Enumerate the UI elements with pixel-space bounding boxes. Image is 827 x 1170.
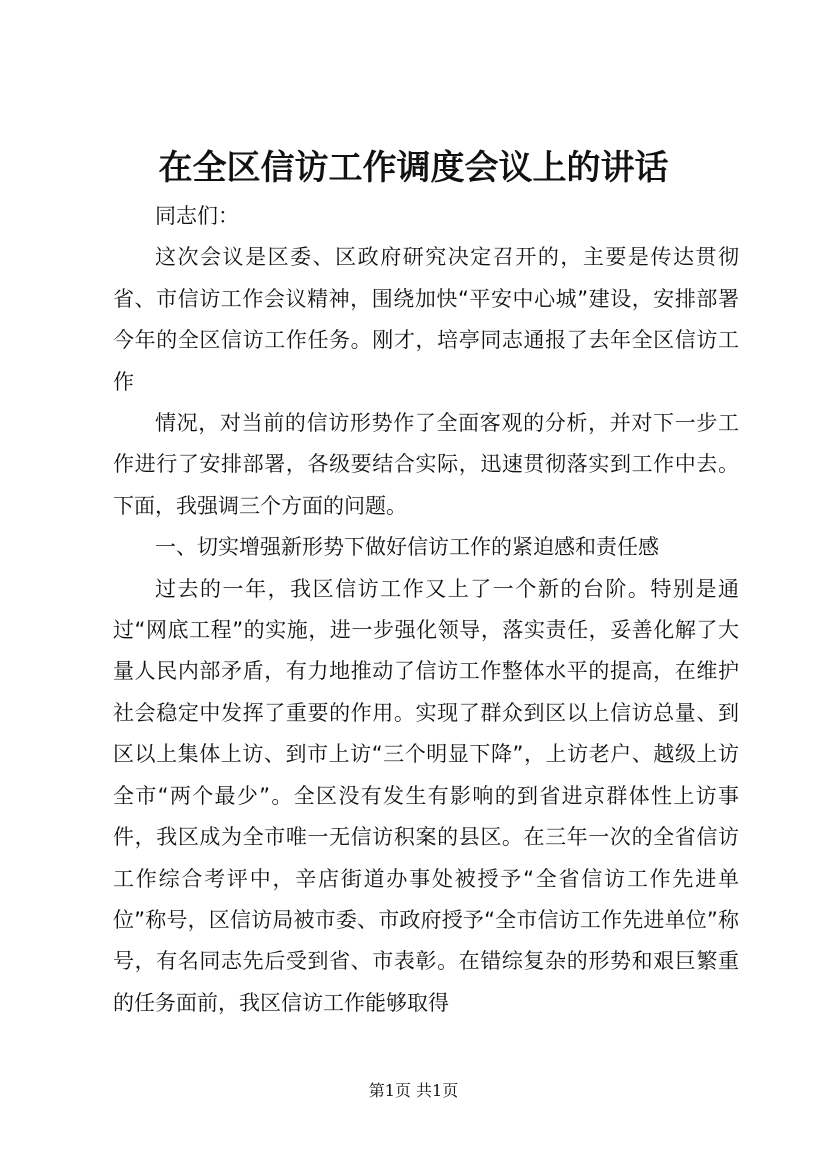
page-footer: 第1页 共1页	[368, 1081, 459, 1100]
section-heading: 一、切实增强新形势下做好信访工作的紧迫感和责任感	[155, 535, 659, 560]
document-body	[113, 196, 739, 1024]
body-paragraph: 这次会议是区委、区政府研究决定召开的，主要是传达贯彻省、市信访工作会议精神，围绕加快“平安中心城”建设，安排部署今年的全区信访工作任务。刚才，培亭同志通报了去年全区信访工作	[113, 245, 739, 394]
body-paragraph: 情况，对当前的信访形势作了全面客观的分析，并对下一步工作进行了安排部署，各级要结合实际，迅速贯彻落实到工作中去。下面，我强调三个方面的问题。	[113, 411, 739, 518]
document-title: 在全区信访工作调度会议上的讲话	[158, 148, 669, 188]
body-paragraph: 过去的一年，我区信访工作又上了一个新的台阶。特别是通过“网底工程”的实施，进一步强化领导，落实责任，妥善化解了大量人民内部矛盾，有力地推动了信访工作整体水平的提高，在维护社会稳定中发挥了重要的作用。实现了群众到区以上信访总量、到区以上集体上访、到市上访“三个明显下降”，上访老户、越级上访全市“两个最少”。全区没有发生有影响的到省进京群体性上访事件，我区成为全市唯一无信访积案的县区。在三年一次的全省信访工作综合考评中，辛店街道办事处被授予“全省信访工作先进单位”称号，区信访局被市委、市政府授予“全市信访工作先进单位”称号，有名同志先后受到省、市表彰。在错综复杂的形势和艰巨繁重的任务面前，我区信访工作能够取得	[113, 576, 739, 1015]
salutation-paragraph: 同志们：	[155, 204, 239, 228]
